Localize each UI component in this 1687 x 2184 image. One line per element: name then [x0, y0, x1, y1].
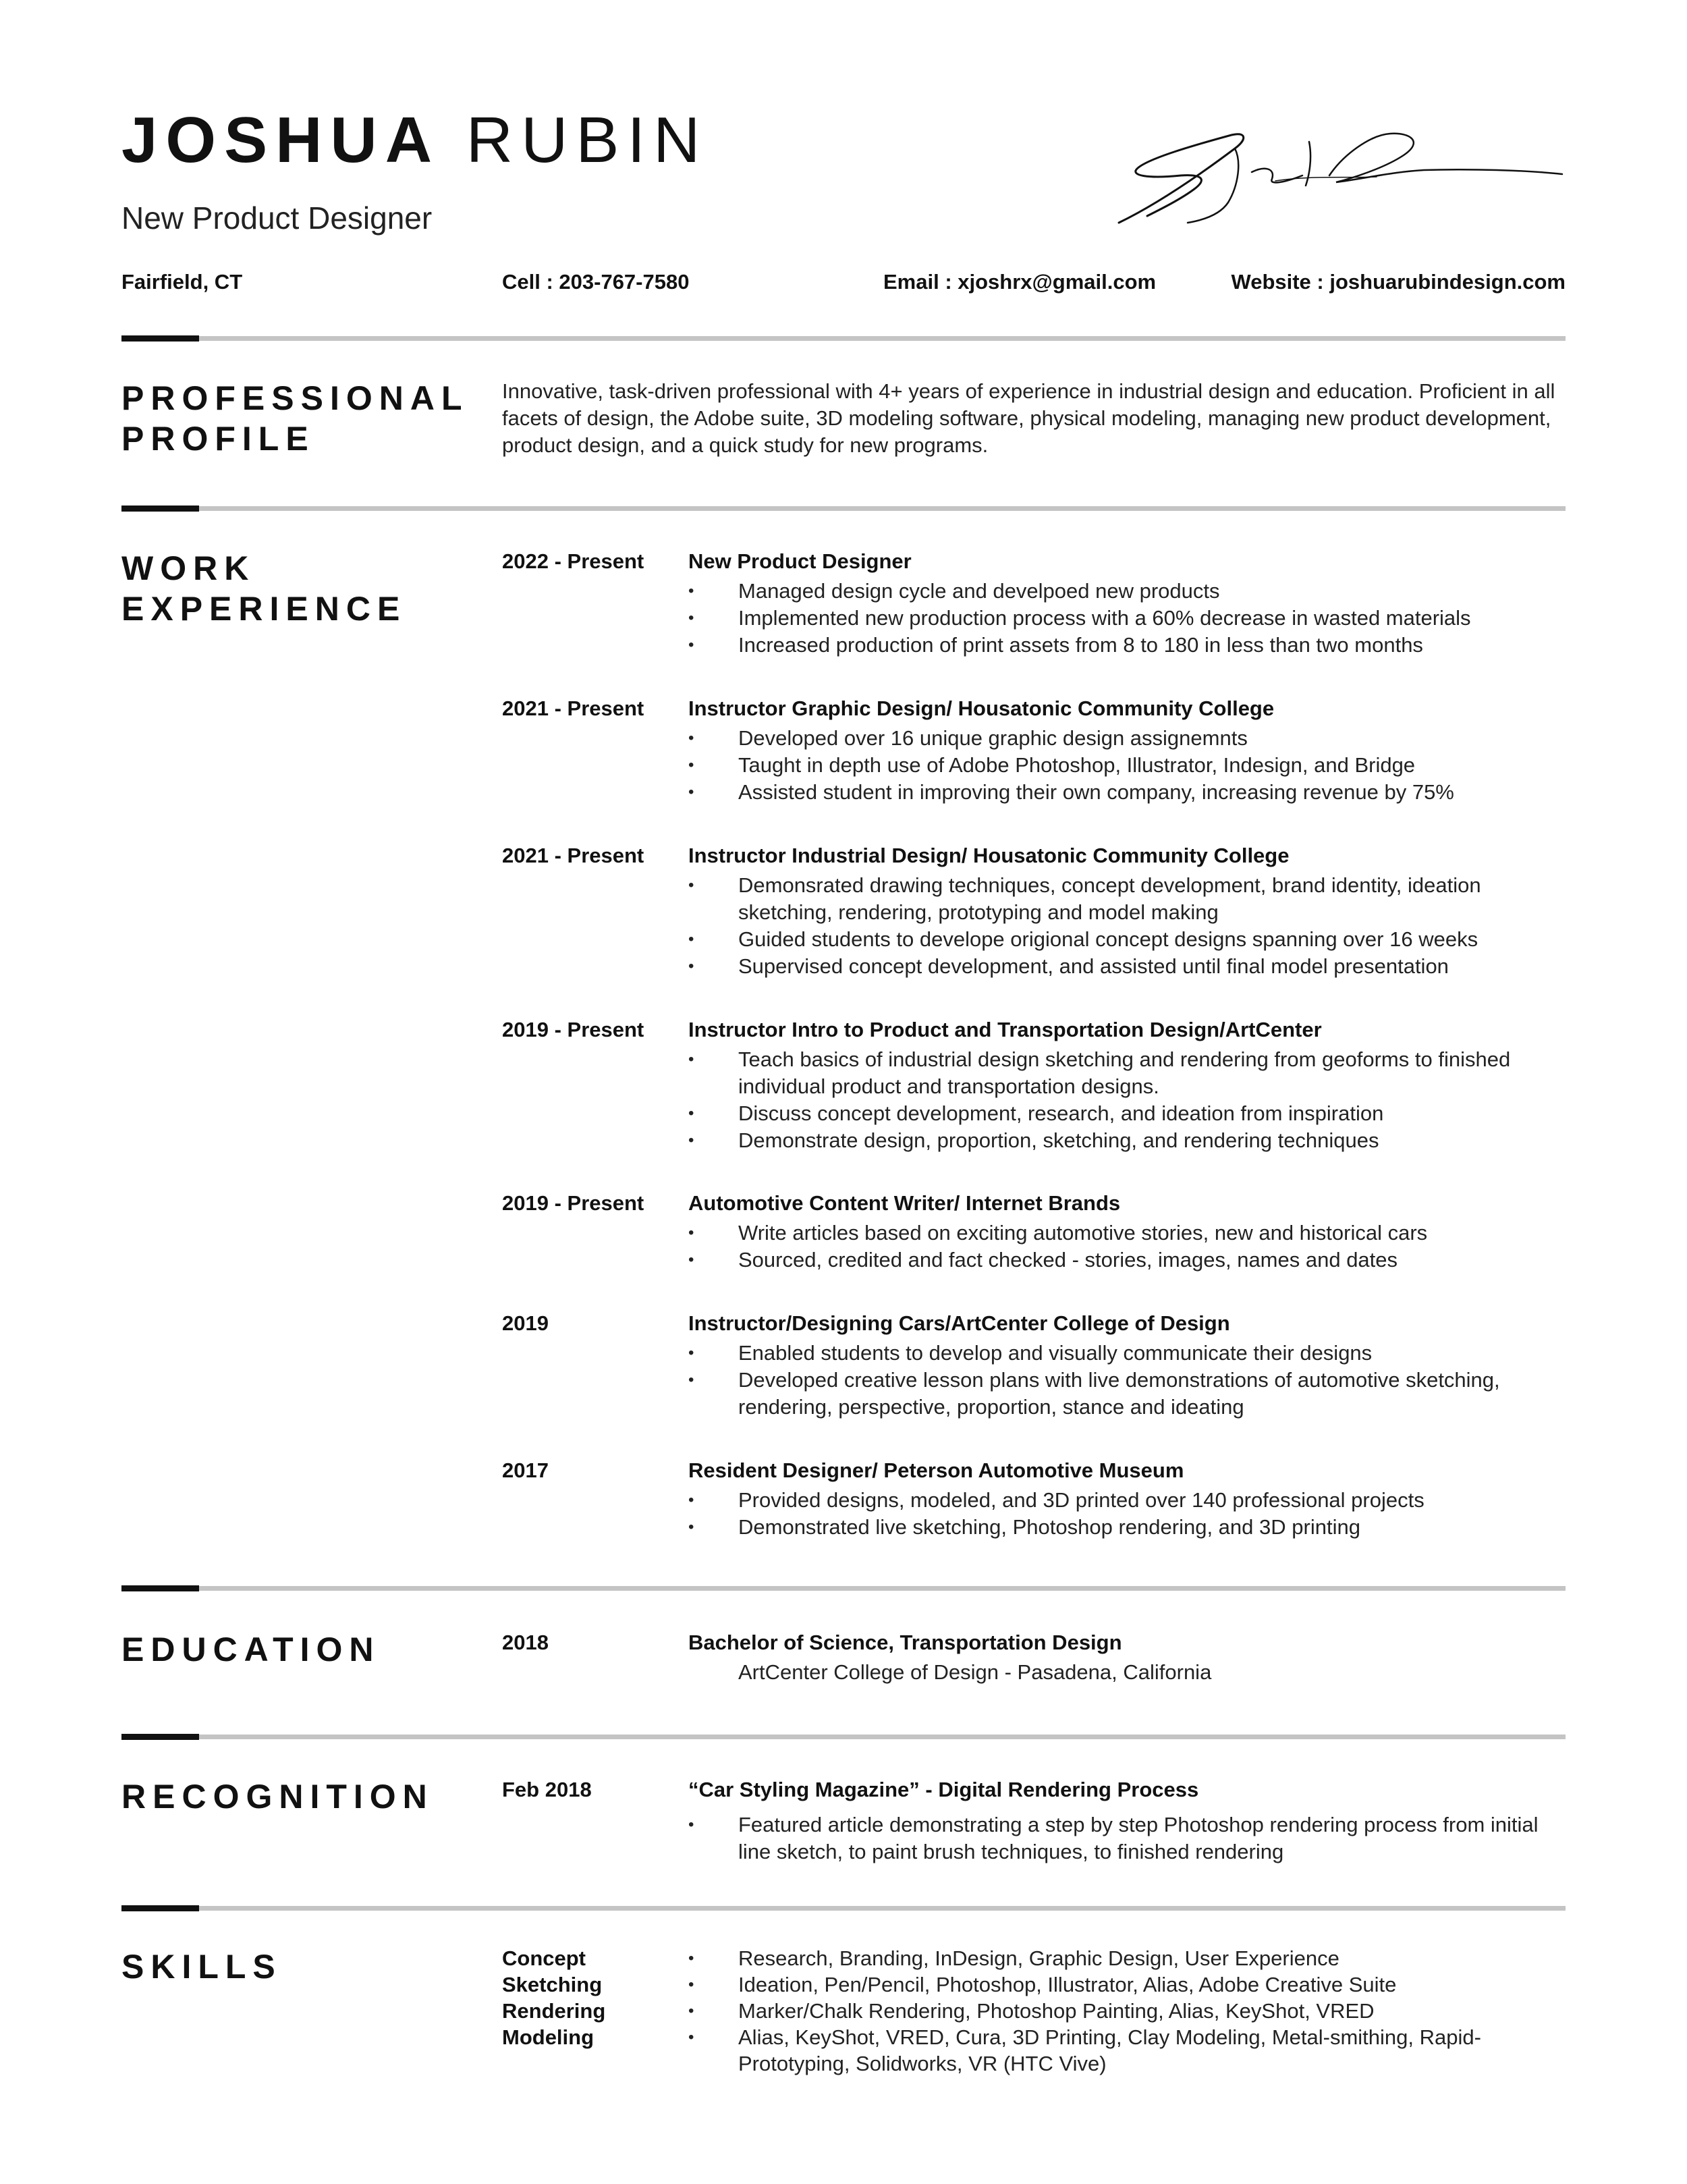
job-bullet: • Taught in depth use of Adobe Photoshop, Illustrator, Indesign, and Bridge	[688, 752, 1572, 779]
job-bullet: • Teach basics of industrial design sketching and rendering from geoforms to finished individual product and transportation designs.	[688, 1046, 1572, 1100]
job-bullet: • Demonstrated live sketching, Photoshop rendering, and 3D printing	[688, 1514, 1572, 1541]
job-entry	[688, 842, 1572, 980]
job-date: 2019	[502, 1311, 549, 1335]
contact-website: Website : joshuarubindesign.com	[1231, 270, 1566, 294]
first-name: JOSHUA	[121, 104, 441, 176]
job-date: 2021 - Present	[502, 844, 644, 867]
job-bullet: • Developed over 16 unique graphic design assignemnts	[688, 725, 1572, 752]
job-bullet: • Guided students to develope origional concept designs spanning over 16 weeks	[688, 926, 1572, 953]
work-heading	[121, 548, 459, 629]
section-divider	[121, 336, 1566, 341]
job-entry	[688, 548, 1572, 659]
school-name: ArtCenter College of Design - Pasadena, California	[738, 1660, 1212, 1684]
job-bullet: • Increased production of print assets from 8 to 180 in less than two months	[688, 632, 1572, 659]
job-entry	[688, 1190, 1572, 1274]
job-date: 2022 - Present	[502, 549, 644, 573]
job-entry	[688, 1457, 1572, 1541]
education-date: 2018	[502, 1631, 549, 1654]
contact-cell: Cell : 203-767-7580	[502, 270, 690, 294]
recognition-date: Feb 2018	[502, 1778, 592, 1801]
skill-item: • Alias, KeyShot, VRED, Cura, 3D Printing, Clay Modeling, Metal-smithing, Rapid-Prototyping, Solidworks, VR (HTC Vive)	[688, 2024, 1572, 2077]
degree-title: Bachelor of Science, Transportation Design	[688, 1631, 1122, 1654]
recognition-heading: RECOGNITION	[121, 1778, 434, 1816]
skill-category: Modeling	[502, 2025, 594, 2049]
job-bullet: • Demonsrated drawing techniques, concept development, brand identity, ideation sketching, rendering, prototyping and model making	[688, 872, 1572, 926]
education-heading: EDUCATION	[121, 1631, 381, 1668]
contact-location: Fairfield, CT	[121, 270, 243, 294]
job-bullet: • Demonstrate design, proportion, sketching, and rendering techniques	[688, 1127, 1572, 1154]
skill-category: Concept	[502, 1946, 586, 1970]
job-entry	[688, 1310, 1572, 1421]
job-bullet: • Managed design cycle and develpoed new products	[688, 578, 1572, 605]
recognition-entry	[688, 1776, 1572, 1865]
section-divider	[121, 506, 1566, 511]
job-title: Instructor Industrial Design/ Housatonic Community College	[688, 844, 1290, 867]
section-divider	[121, 1586, 1566, 1591]
work-heading-line1: WORK	[121, 549, 256, 587]
recognition-bullet: • Featured article demonstrating a step by step Photoshop rendering process from initial line sketch, to paint brush techniques, to finished rendering	[688, 1811, 1572, 1865]
job-date: 2017	[502, 1458, 549, 1482]
contact-email: Email : xjoshrx@gmail.com	[883, 270, 1157, 294]
profile-heading-line2: PROFILE	[121, 420, 315, 458]
skill-categories	[502, 1945, 605, 2050]
work-heading-line2: EXPERIENCE	[121, 590, 407, 628]
job-date: 2021 - Present	[502, 697, 644, 720]
job-title: Resident Designer/ Peterson Automotive Museum	[688, 1458, 1184, 1482]
skill-item: • Ideation, Pen/Pencil, Photoshop, Illustrator, Alias, Adobe Creative Suite	[688, 1971, 1572, 1998]
job-bullet: • Sourced, credited and fact checked - stories, images, names and dates	[688, 1247, 1572, 1274]
section-divider	[121, 1906, 1566, 1911]
job-bullet: • Implemented new production process with a 60% decrease in wasted materials	[688, 605, 1572, 632]
profile-heading-line1: PROFESSIONAL	[121, 379, 469, 417]
job-bullet: • Assisted student in improving their own company, increasing revenue by 75%	[688, 779, 1572, 806]
job-date: 2019 - Present	[502, 1191, 644, 1215]
job-bullet: • Write articles based on exciting automotive stories, new and historical cars	[688, 1220, 1572, 1247]
job-bullet: • Enabled students to develop and visually communicate their designs	[688, 1340, 1572, 1367]
job-title: New Product Designer	[121, 200, 433, 236]
skill-category: Rendering	[502, 1999, 606, 2023]
skill-item: • Marker/Chalk Rendering, Photoshop Painting, Alias, KeyShot, VRED	[688, 1998, 1572, 2024]
job-entry	[688, 1016, 1572, 1154]
profile-summary: Innovative, task-driven professional with 4+ years of experience in industrial design and education. Proficient in all facets of design, the Adobe suite, 3D modeling software, physical modeling, managing new product development, product design, and a quick study for new programs.	[502, 379, 1555, 457]
job-title: Instructor/Designing Cars/ArtCenter College of Design	[688, 1311, 1230, 1335]
last-name: RUBIN	[466, 104, 709, 176]
recognition-title: “Car Styling Magazine” - Digital Rendering Process	[688, 1778, 1199, 1801]
job-entry	[688, 695, 1572, 806]
skill-item: • Research, Branding, InDesign, Graphic Design, User Experience	[688, 1945, 1572, 1971]
job-bullet: • Discuss concept development, research, and ideation from inspiration	[688, 1100, 1572, 1127]
section-divider	[121, 1735, 1566, 1739]
job-title: Automotive Content Writer/ Internet Brands	[688, 1191, 1121, 1215]
job-title: Instructor Intro to Product and Transportation Design/ArtCenter	[688, 1018, 1322, 1041]
candidate-name	[121, 104, 709, 176]
signature-image	[1107, 121, 1566, 229]
education-entry	[688, 1629, 1572, 1686]
job-title: Instructor Graphic Design/ Housatonic Community College	[688, 697, 1275, 720]
job-date: 2019 - Present	[502, 1018, 644, 1041]
skill-list	[688, 1945, 1572, 2077]
profile-heading	[121, 378, 469, 459]
skills-heading: SKILLS	[121, 1948, 282, 1986]
job-bullet: • Supervised concept development, and assisted until final model presentation	[688, 953, 1572, 980]
job-bullet: • Provided designs, modeled, and 3D printed over 140 professional projects	[688, 1487, 1572, 1514]
job-bullet: • Developed creative lesson plans with live demonstrations of automotive sketching, rendering, perspective, proportion, stance and ideating	[688, 1367, 1572, 1421]
skill-category: Sketching	[502, 1973, 603, 1996]
job-title: New Product Designer	[688, 549, 912, 573]
